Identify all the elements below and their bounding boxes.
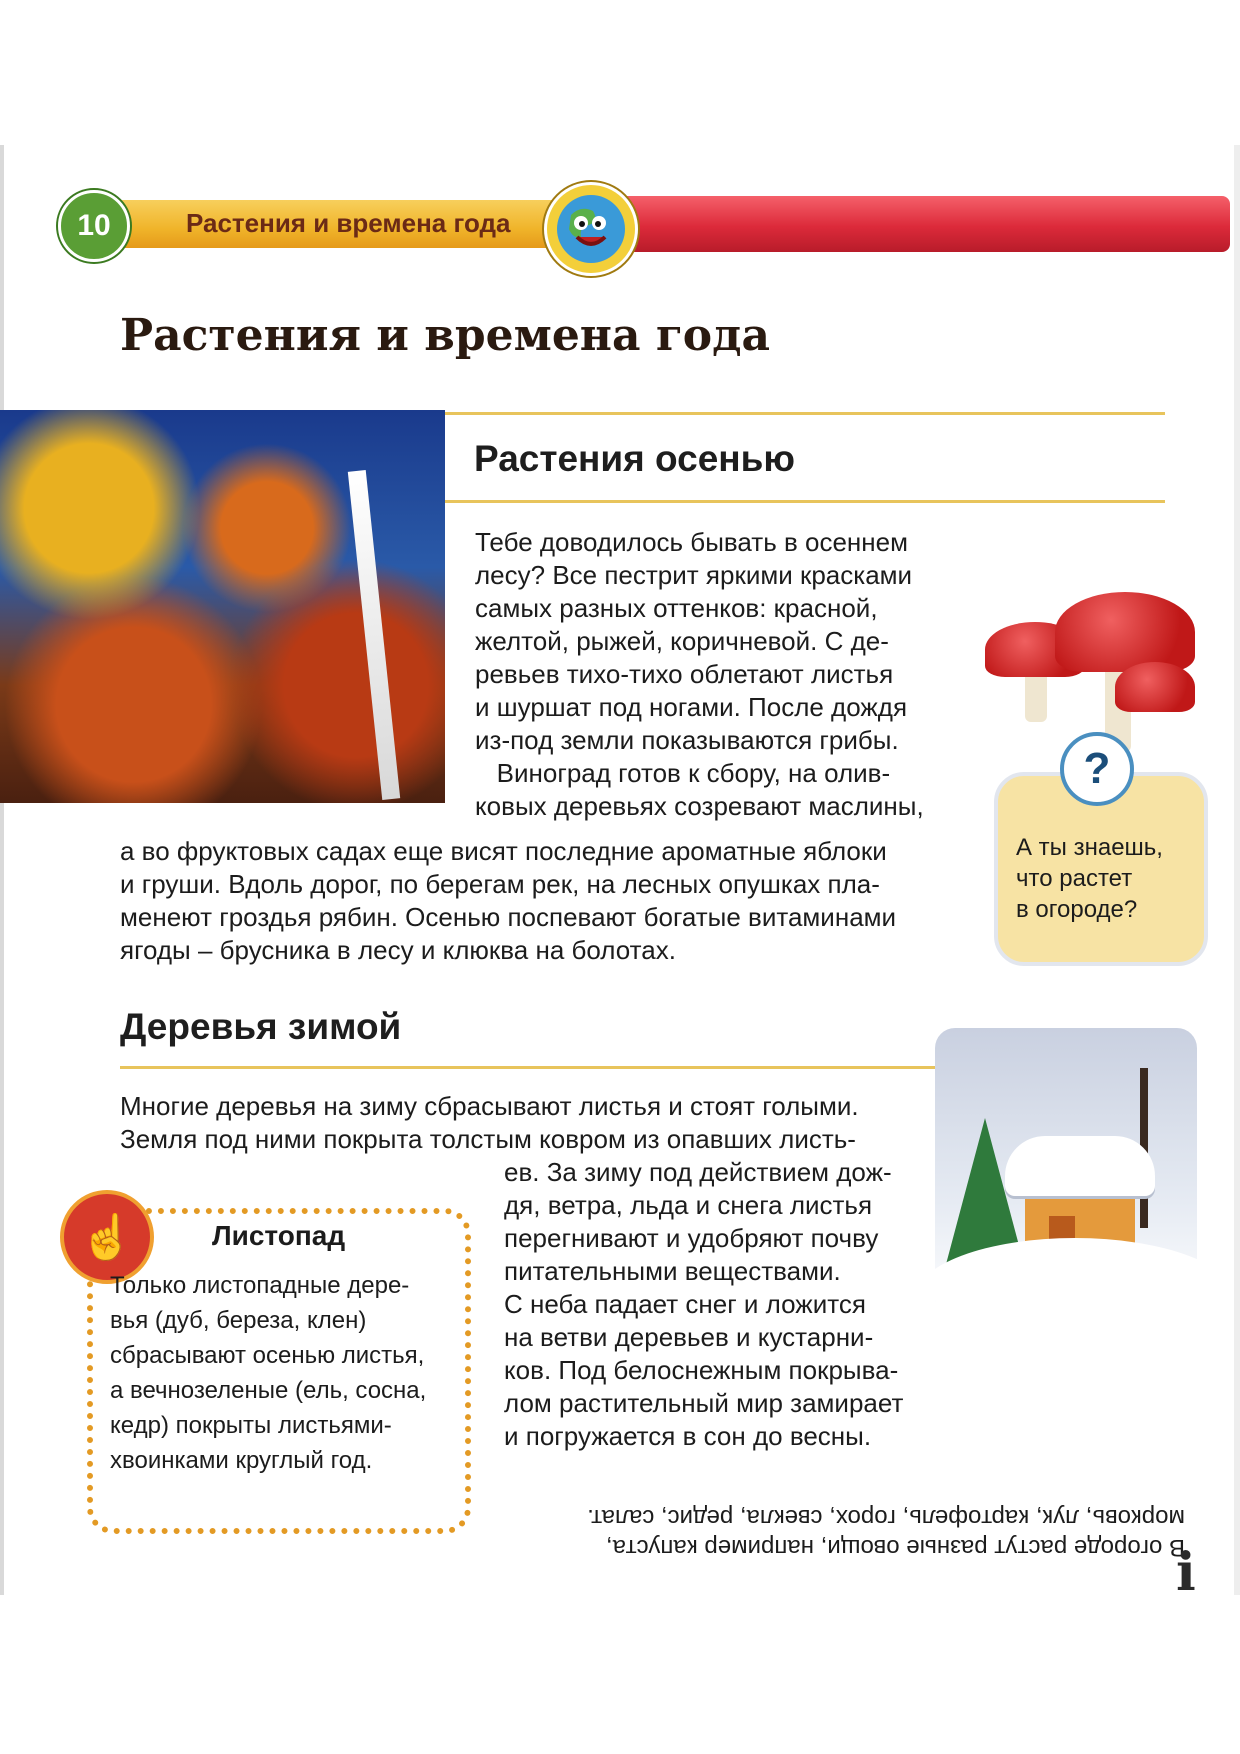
mushroom-cap <box>1055 592 1195 672</box>
question-box-text: А ты знаешь, что растет в огороде? <box>1016 834 1163 923</box>
info-icon: i <box>1176 1542 1196 1603</box>
section-rule <box>120 1066 940 1069</box>
winter-text-wide: Многие деревья на зиму сбрасывают листья и стоят голыми. Земля под ними покрыта толстым ковром из опавших листь- <box>120 1091 859 1154</box>
tip-text: Только листопадные дере- вья (дуб, береза, клен) сбрасывают осенью листья, а вечнозеленые (ель, сосна, кедр) покрыты листьями- хвоинками круглый год. <box>110 1272 427 1474</box>
mushroom-cap <box>1115 662 1195 712</box>
upside-down-answer: В огороде растут разные овощи, например капуста, морковь, лук, картофель, горох, свекла, редис, салат. <box>587 1504 1185 1561</box>
autumn-text-right: Тебе доводилось бывать в осеннем лесу? Все пестрит яркими красками самых разных оттенков: красной, желтой, рыжей, коричневой. С де- ревьев тихо-тихо облетают листья и шуршат под ногами. После дождя из-под земли показываются грибы. Виноград готов к сбору, на олив- ковых деревьях созревают маслины, <box>475 527 924 821</box>
page-right-edge <box>1234 145 1240 1595</box>
header-banner-red <box>590 196 1230 252</box>
header-banner-title: Растения и времена года <box>186 208 511 238</box>
winter-house-illustration <box>935 1028 1197 1318</box>
globe-mascot-icon <box>544 182 638 276</box>
question-icon: ? <box>1060 732 1134 806</box>
page-number-badge: 10 <box>58 190 130 262</box>
section-heading-autumn: Растения осенью <box>474 438 795 479</box>
tip-title: Листопад <box>212 1220 346 1251</box>
section-heading-winter: Деревья зимой <box>120 1006 402 1047</box>
autumn-text-wide: а во фруктовых садах еще висят последние ароматные яблоки и груши. Вдоль дорог, по берегам рек, на лесных опушках пла- менеют гроздья рябин. Осенью поспевают богатые витаминами ягоды – брусника в лесу и клюква на болотах. <box>120 836 897 965</box>
winter-text-right: ев. За зиму под действием дож- дя, ветра, льда и снега листья перегнивают и удобряют почву питательными веществами. С неба падает снег и ложится на ветви деревьев и кустарни- ков. Под белоснежным покрыва- лом растительный мир замирает и погружается в сон до весны. <box>504 1157 904 1451</box>
section-rule <box>445 500 1165 503</box>
house-roof <box>1005 1136 1155 1196</box>
page-left-edge <box>0 145 4 1595</box>
page-title: Растения и времена года <box>120 310 770 361</box>
section-rule <box>445 412 1165 415</box>
pointing-hand-icon: ☝ <box>60 1190 154 1284</box>
